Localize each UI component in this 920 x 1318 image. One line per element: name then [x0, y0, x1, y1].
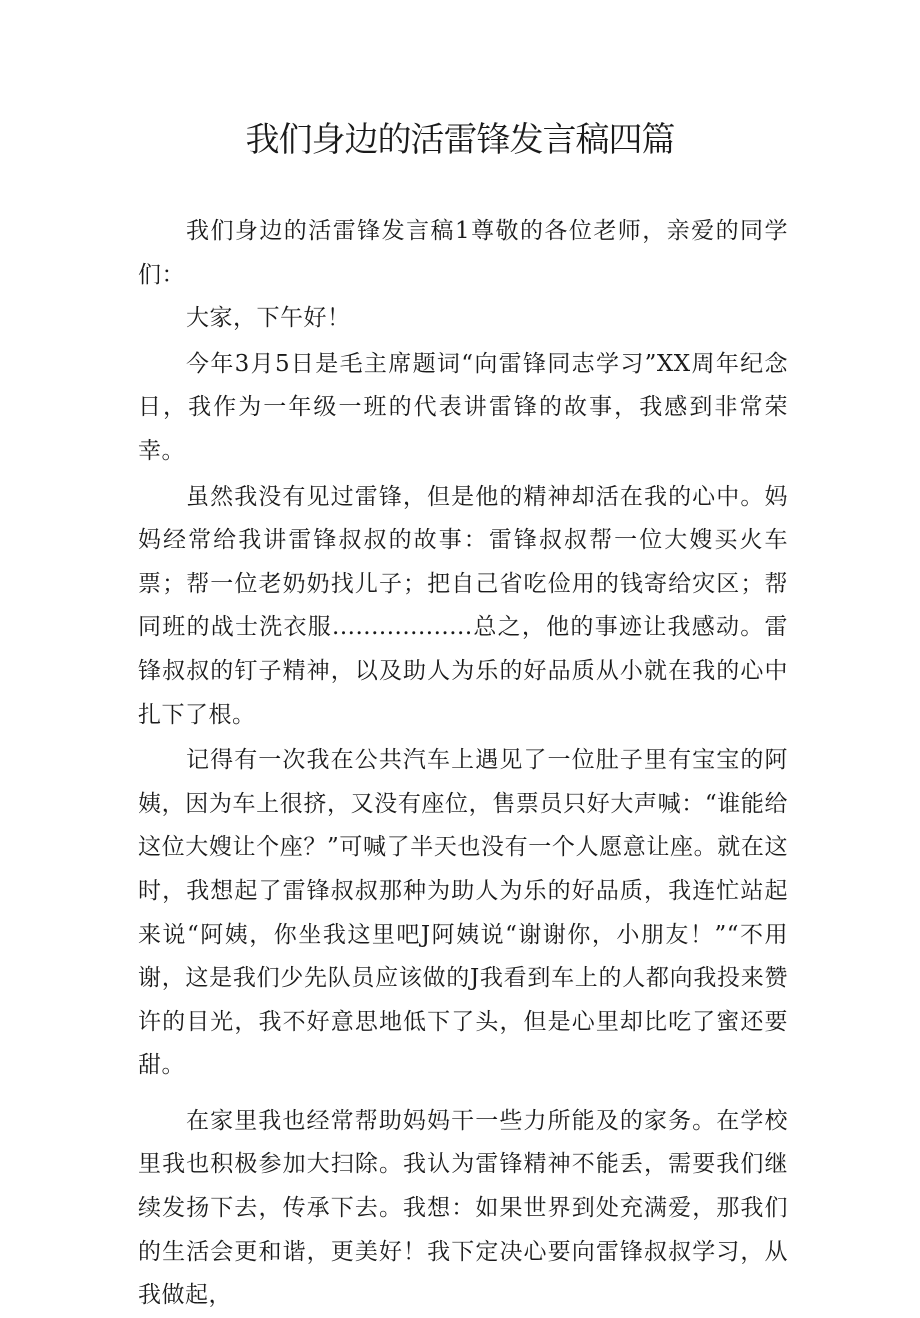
paragraph-conclusion: 在家里我也经常帮助妈妈干一些力所能及的家务。在学校里我也积极参加大扫除。我认为雷锋精神不能丢，需要我们继续发扬下去，传承下去。我想：如果世界到处充满爱，那我们的生活会更和谐，更美好！我下定决心要向雷锋叔叔学习，从我做起，	[138, 1107, 788, 1309]
paragraph-bus-story: 记得有一次我在公共汽车上遇见了一位肚子里有宝宝的阿姨，因为车上很挤，又没有座位，售票员只好大声喊：“谁能给这位大嫂让个座？”可喊了半天也没有一个人愿意让座。就在这时，我想起了雷锋叔叔那种为助人为乐的好品质，我连忙站起来说“阿姨，你坐我这里吧J阿姨说“谢谢你，小朋友！”“不用谢，这是我们少先队员应该做的J我看到车上的人都向我投来赞许的目光，我不好意思地低下了头，但是心里却比吃了蜜还要甜。	[138, 747, 788, 1079]
paragraph-greeting: 我们身边的活雷锋发言稿1尊敬的各位老师，亲爱的同学们：	[138, 218, 788, 288]
paragraph-stories: 虽然我没有见过雷锋，但是他的精神却活在我的心中。妈妈经常给我讲雷锋叔叔的故事：雷锋叔叔帮一位大嫂买火车票；帮一位老奶奶找儿子；把自己省吃俭用的钱寄给灾区；帮同班的战士洗衣服..................总之，他的事迹让我感动。雷锋叔叔的钉子精神，以及助人为乐的好品质从小就在我的心中扎下了根。	[138, 483, 788, 728]
document-body	[138, 210, 788, 1318]
paragraph-intro: 今年3月5日是毛主席题词“向雷锋同志学习”XX周年纪念日，我作为一年级一班的代表讲雷锋的故事，我感到非常荣幸。	[138, 350, 788, 464]
paragraph-salutation: 大家，下午好！	[186, 305, 351, 332]
document-title: 我们身边的活雷锋发言稿四篇	[245, 120, 675, 160]
